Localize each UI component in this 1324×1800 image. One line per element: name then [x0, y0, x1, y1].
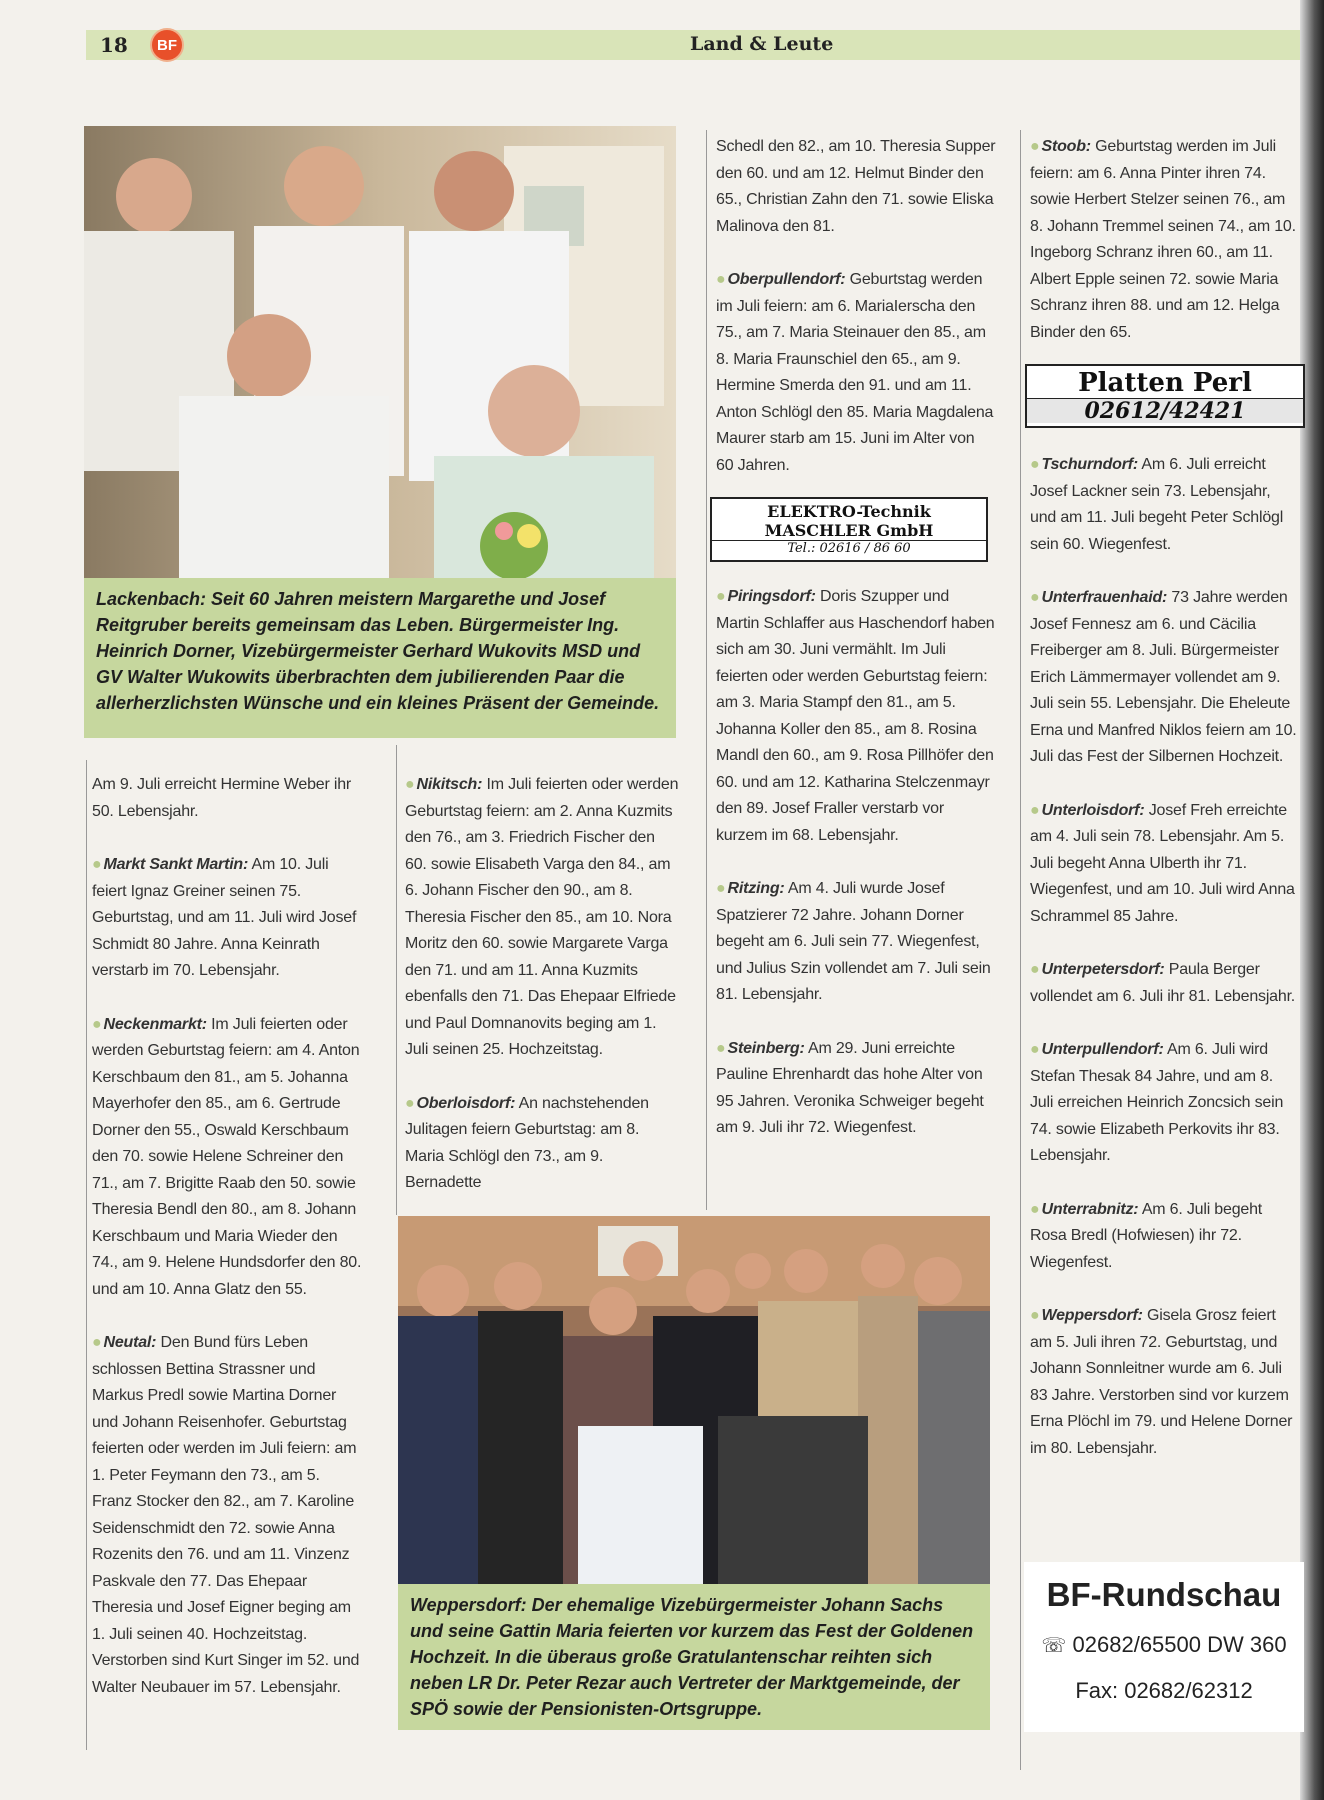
place-heading: ● Steinberg:	[716, 1040, 805, 1057]
place-heading: ● Oberloisdorf:	[405, 1095, 515, 1112]
column-rule	[1020, 130, 1021, 1770]
entry-markt-sankt-martin: ● Markt Sankt Martin: Am 10. Juli feiert Ignaz Greiner seinen 75. Geburtstag, und am 11. Juli wird Josef Schmidt 80 Jahre. Anna Keinrath verstarb im 70. Lebensjahr.	[92, 852, 362, 985]
photo-lackenbach	[84, 126, 676, 578]
column-3	[716, 134, 996, 506]
place-heading: ● Markt Sankt Martin:	[92, 856, 248, 873]
column-2	[405, 772, 680, 1224]
entry-unterfrauenhaid: ● Unterfrauenhaid: 73 Jahre werden Josef Fennesz am 6. und Cäcilia Freiberger am 8. Juli. Bürgermeister Erich Lämmermayer vollendet am 9. Juli sein 55. Lebensjahr. Die Eheleute Erna und Manfred Niklos feiern am 10. Juli das Fest der Silbernen Hochzeit.	[1030, 585, 1298, 771]
entry-unterrabnitz: ● Unterrabnitz: Am 6. Juli begeht Rosa Bredl (Hofwiesen) ihr 72. Wiegenfest.	[1030, 1197, 1298, 1277]
column-rule	[86, 760, 87, 1750]
place-heading: ● Unterloisdorf:	[1030, 802, 1144, 819]
ad-platten-perl	[1025, 364, 1305, 428]
place-heading: ● Tschurndorf:	[1030, 456, 1138, 473]
section-title: Land & Leute	[690, 33, 834, 55]
photo-weppersdorf-caption: Weppersdorf: Der ehemalige Vizebürgermeister Johann Sachs und seine Gattin Maria feierten vor kurzem das Fest der Goldenen Hochzeit. In die überaus große Gratulantenschar reihten sich neben LR Dr. Peter Rezar auch Vertreter der Marktgemeinde, der SPÖ sowie der Pensionisten-Ortsgruppe.	[398, 1584, 990, 1730]
place-heading: ● Unterpetersdorf:	[1030, 961, 1165, 978]
entry-oberloisdorf-continued: Schedl den 82., am 10. Theresia Supper den 60. und am 12. Helmut Binder den 65., Christian Zahn den 71. sowie Eliska Malinova den 81.	[716, 138, 996, 235]
intro-paragraph: Am 9. Juli erreicht Hermine Weber ihr 50. Lebensjahr.	[92, 776, 352, 820]
column-rule	[706, 130, 707, 1210]
column-1	[92, 772, 362, 1728]
rundschau-phone-row	[1024, 1632, 1304, 1658]
entry-ritzing: ● Ritzing: Am 4. Juli wurde Josef Spatzierer 72 Jahre. Johann Dorner begeht am 6. Juli sein 77. Wiegenfest, und Julius Szin vollendet am 7. Juli sein 81. Lebensjahr.	[716, 876, 996, 1009]
entry-oberloisdorf: ● Oberloisdorf: An nachstehenden Julitagen feiern Geburtstag: am 8. Maria Schlögl den 73., am 9. Bernadette	[405, 1091, 680, 1197]
entry-neutal: ● Neutal: Den Bund fürs Leben schlossen Bettina Strassner und Markus Predl sowie Martina Dorner und Johann Reisenhofer. Geburtstag feierten oder werden im Juli feiern: am 1. Peter Feymann den 73., am 5. Franz Stocker den 82., am 7. Karoline Seidenschmidt den 72. sowie Anna Rozenits den 76. und am 11. Vinzenz Paskvale den 77. Das Ehepaar Theresia und Josef Eigner beging am 1. Juli seinen 40. Hochzeitstag. Verstorben sind Kurt Singer im 52. und Walter Neubauer im 57. Lebensjahr.	[92, 1330, 362, 1701]
rundschau-fax: Fax: 02682/62312	[1075, 1678, 1253, 1703]
place-heading: ● Ritzing:	[716, 880, 785, 897]
rundschau-title: BF-Rundschau	[1046, 1576, 1282, 1613]
place-heading: ● Stoob:	[1030, 138, 1091, 155]
entry-nikitsch: ● Nikitsch: Im Juli feierten oder werden Geburtstag feiern: am 2. Anna Kuzmits den 76., am 3. Friedrich Fischer den 60. sowie Elisabeth Varga den 84., am 6. Johann Fischer den 90., am 8. Theresia Fischer den 85., am 10. Nora Moritz den 60. sowie Margarete Varga den 71. und am 11. Anna Kuzmits ebenfalls den 71. Das Ehepaar Elfriede und Paul Domnanovits beging am 1. Juli seinen 25. Hochzeitstag.	[405, 772, 680, 1064]
entry-neckenmarkt: ● Neckenmarkt: Im Juli feierten oder werden Geburtstag feiern: am 4. Anton Kerschbaum den 81., am 5. Johanna Mayerhofer den 85., am 6. Gertrude Dorner den 55., Oswald Kerschbaum den 70. sowie Helene Schreiner den 71., am 7. Brigitte Raab den 50. sowie Theresia Bendl den 80., am 8. Johann Kerschbaum und Maria Wieder den 74., am 9. Helene Hundsdorfer den 80. und am 10. Anna Glatz den 55.	[92, 1012, 362, 1304]
place-heading: ● Unterrabnitz:	[1030, 1201, 1138, 1218]
place-heading: ● Nikitsch:	[405, 776, 482, 793]
ad-elektro-maschler	[710, 497, 988, 562]
page-number: 18	[100, 33, 128, 57]
bf-logo: BF	[150, 28, 184, 62]
entry-oberpullendorf: ● Oberpullendorf: Geburtstag werden im Juli feiern: am 6. MariaIerscha den 75., am 7. Maria Steinauer den 85., am 8. Maria Fraunschiel den 65., am 9. Hermine Smerda den 91. und am 11. Anton Schlögl den 85. Maria Magdalena Maurer starb am 15. Juni im Alter von 60 Jahren.	[716, 267, 996, 479]
place-heading: ● Unterpullendorf:	[1030, 1041, 1164, 1058]
entry-unterpullendorf: ● Unterpullendorf: Am 6. Juli wird Stefan Thesak 84 Jahre, und am 8. Juli erreichen Heinrich Zoncsich sein 74. sowie Elizabeth Perkovits ihr 83. Lebensjahr.	[1030, 1037, 1298, 1170]
place-heading: ● Oberpullendorf:	[716, 271, 845, 288]
ad-elektro-tel: Tel.: 02616 / 86 60	[712, 540, 986, 556]
column-3-lower	[716, 584, 996, 1169]
place-heading: ● Piringsdorf:	[716, 588, 816, 605]
entry-steinberg: ● Steinberg: Am 29. Juni erreichte Pauline Ehrenhardt das hohe Alter von 95 Jahren. Veronika Schweiger begeht am 9. Juli ihr 72. Wiegenfest.	[716, 1036, 996, 1142]
entry-unterloisdorf: ● Unterloisdorf: Josef Freh erreichte am 4. Juli sein 78. Lebensjahr. Am 5. Juli begeht Anna Ulberth ihr 71. Wiegenfest, und am 10. Juli wird Anna Schrammel 85 Jahre.	[1030, 798, 1298, 931]
rundschau-phone: 02682/65500 DW 360	[1072, 1632, 1287, 1657]
entry-piringsdorf: ● Piringsdorf: Doris Szupper und Martin Schlaffer aus Haschendorf haben sich am 30. Juni vermählt. Im Juli feierten oder werden Geburtstag feiern: am 3. Maria Stampf den 81., am 5. Johanna Koller den 85., am 8. Rosina Mandl den 60., am 9. Rosa Pillhöfer den 60. und am 12. Katharina Stelczenmayr den 89. Josef Fraller verstarb vor kurzem im 68. Lebensjahr.	[716, 584, 996, 849]
ad-elektro-line2: MASCHLER GmbH	[764, 521, 934, 540]
photo-lackenbach-caption: Lackenbach: Seit 60 Jahren meistern Margarethe und Josef Reitgruber bereits gemeinsam das Leben. Bürgermeister Ing. Heinrich Dorner, Vizebürgermeister Gerhard Wukovits MSD und GV Walter Wukowits überbrachten dem jubilierenden Paar die allerherzlichsten Wünsche und ein kleines Präsent der Gemeinde.	[84, 578, 676, 738]
column-rule	[396, 745, 397, 1215]
place-heading: ● Neutal:	[92, 1334, 156, 1351]
entry-unterpetersdorf: ● Unterpetersdorf: Paula Berger vollendet am 6. Juli ihr 81. Lebensjahr.	[1030, 957, 1298, 1010]
entry-weppersdorf: ● Weppersdorf: Gisela Grosz feiert am 5. Juli ihren 72. Geburtstag, und Johann Sonnleitner wurde am 6. Juli 83 Jahre. Verstorben sind vor kurzem Erna Plöchl im 79. und Helene Dorner im 80. Lebensjahr.	[1030, 1303, 1298, 1462]
place-heading: ● Neckenmarkt:	[92, 1016, 207, 1033]
ad-elektro-line1: ELEKTRO-Technik	[767, 502, 931, 521]
ad-bf-rundschau	[1024, 1562, 1304, 1732]
telephone-icon: ☏	[1041, 1635, 1067, 1657]
place-heading: ● Unterfrauenhaid:	[1030, 589, 1167, 606]
column-4-lower	[1030, 452, 1298, 1489]
ad-platten-name: Platten Perl	[1078, 368, 1252, 398]
ad-platten-phone: 02612/42421	[1027, 398, 1303, 423]
photo-weppersdorf	[398, 1216, 990, 1584]
column-4	[1030, 134, 1298, 373]
place-heading: ● Weppersdorf:	[1030, 1307, 1143, 1324]
page-edge-shadow	[1300, 0, 1324, 1800]
entry-stoob: ● Stoob: Geburtstag werden im Juli feiern: am 6. Anna Pinter ihren 74. sowie Herbert Stelzer seinen 76., am 8. Johann Tremmel seinen 74., am 10. Ingeborg Schranz ihren 60., am 11. Albert Epple seinen 72. sowie Maria Schranz ihren 88. und am 12. Helga Binder den 65.	[1030, 134, 1298, 346]
entry-tschurndorf: ● Tschurndorf: Am 6. Juli erreicht Josef Lackner sein 73. Lebensjahr, und am 11. Juli begeht Peter Schlögl sein 60. Wiegenfest.	[1030, 452, 1298, 558]
